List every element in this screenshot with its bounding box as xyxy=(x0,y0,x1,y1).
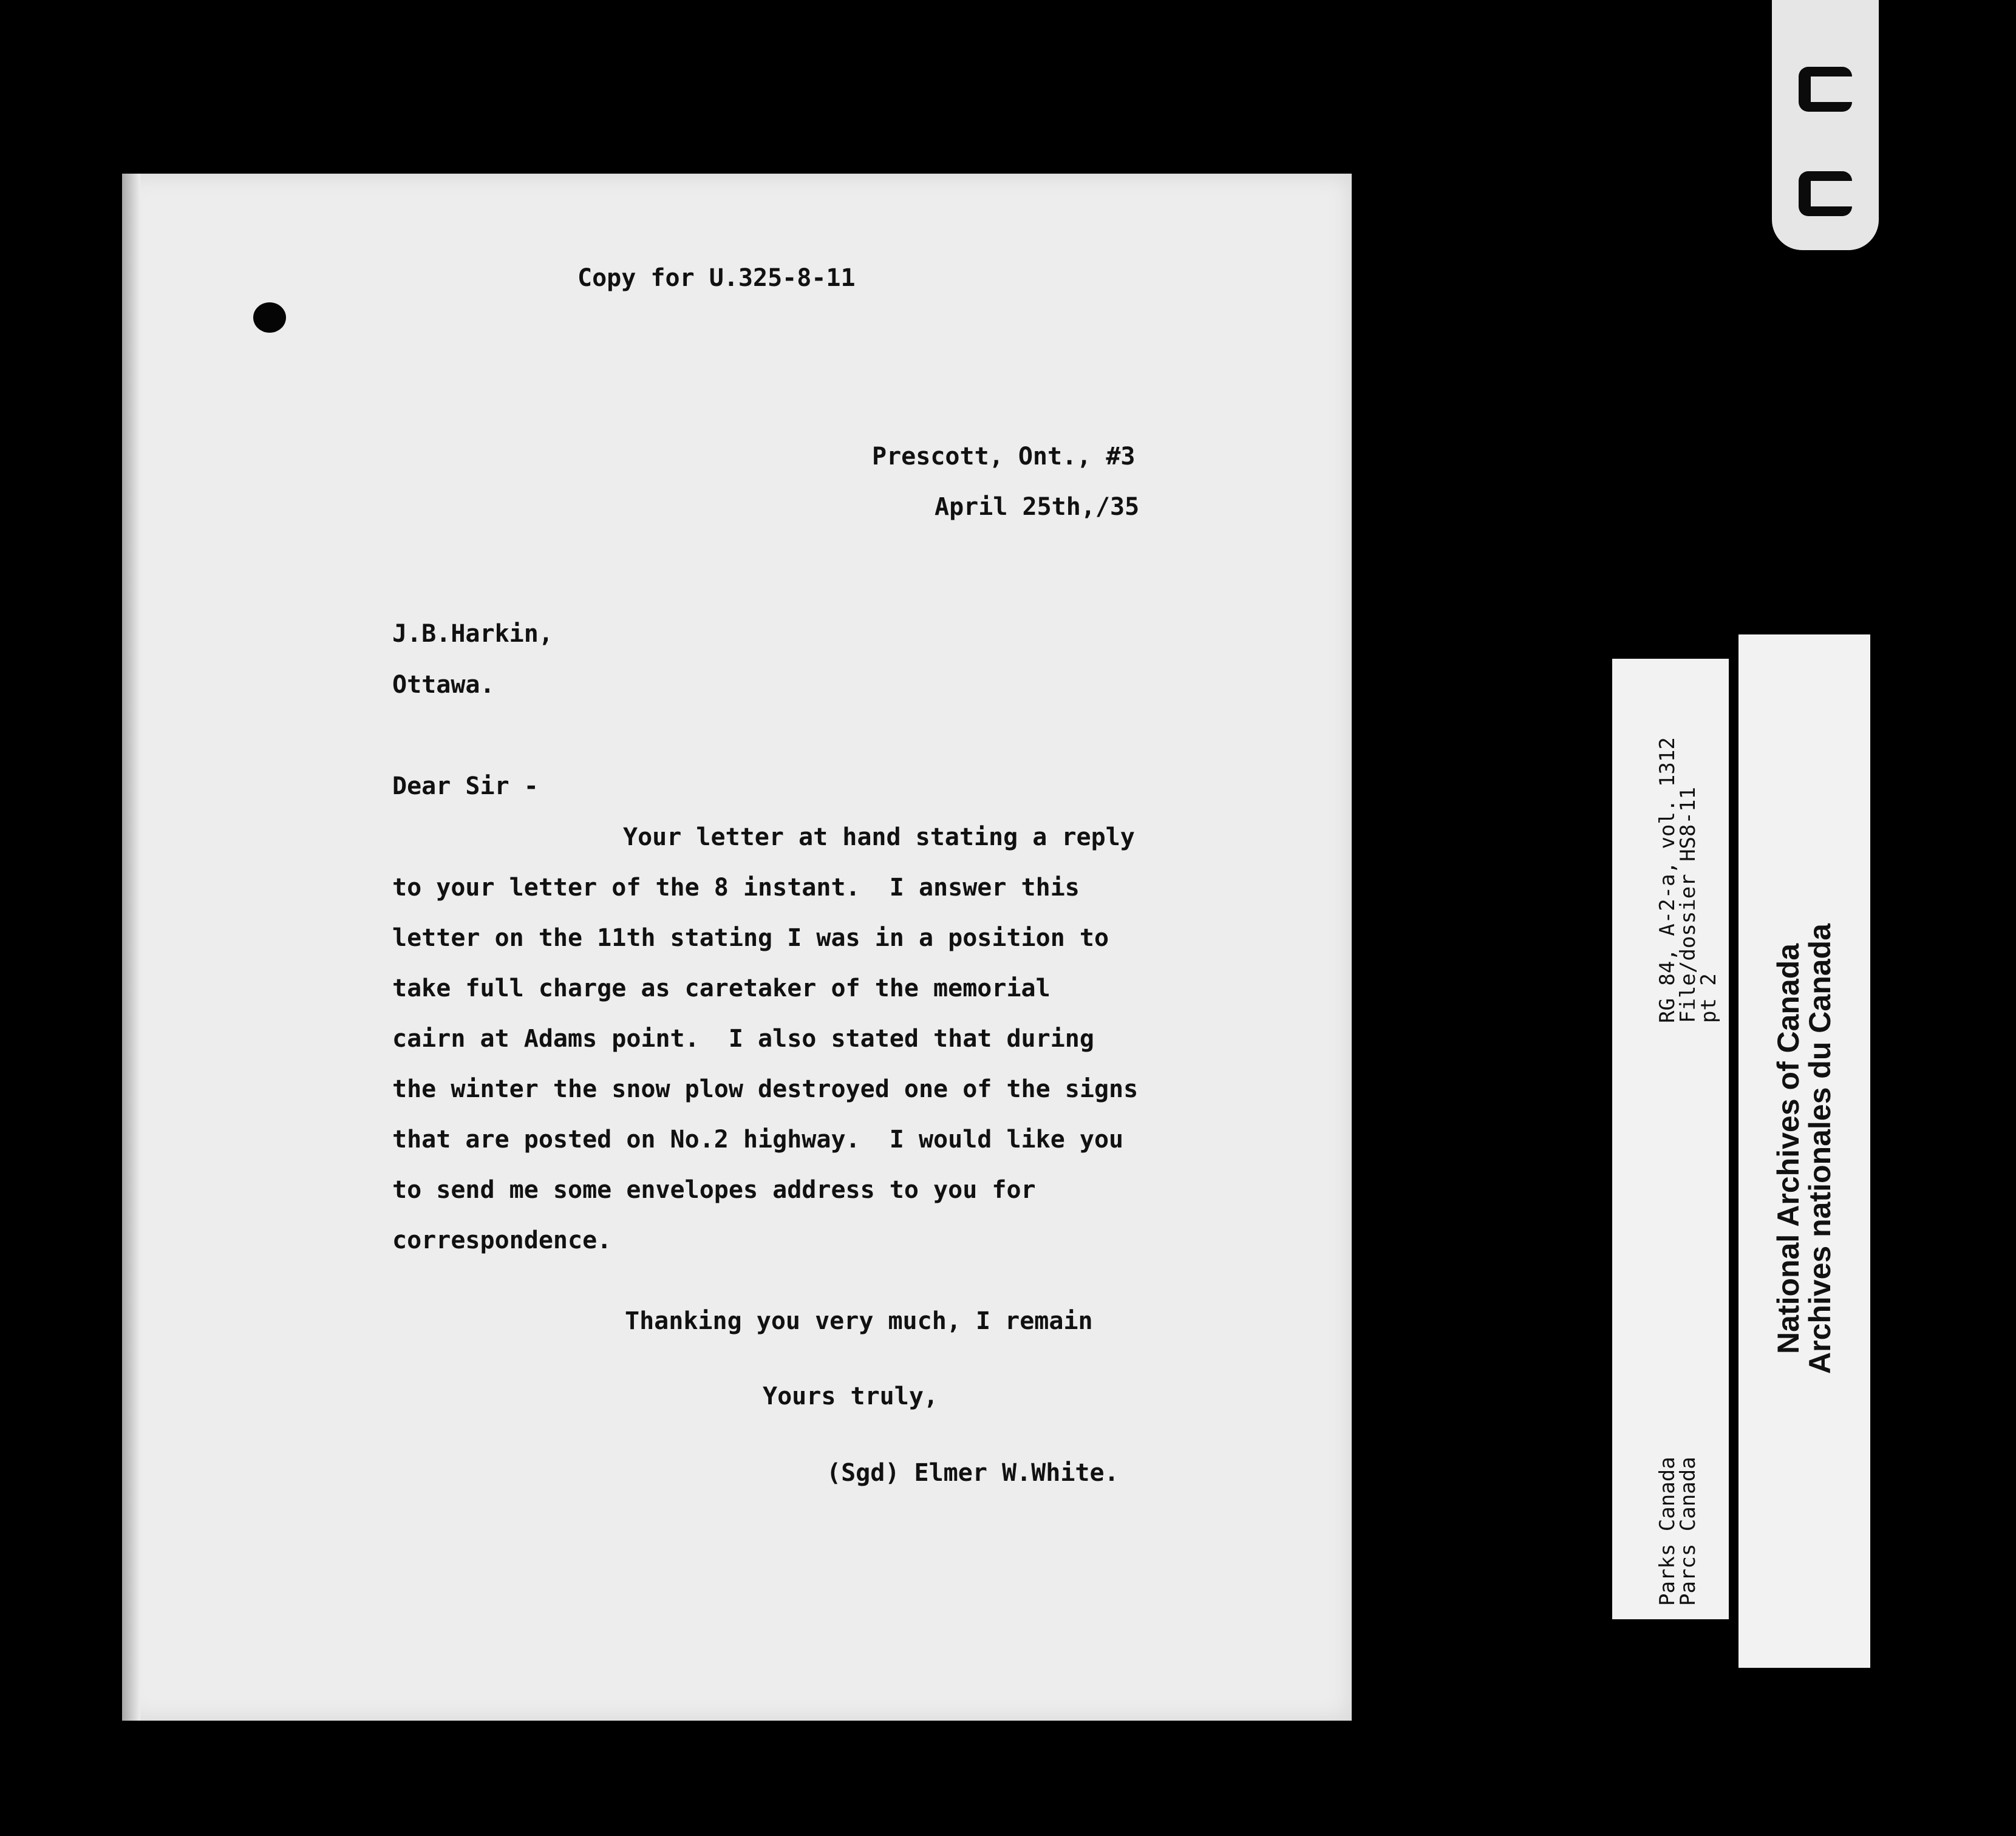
national-archives-label xyxy=(1738,634,1870,1668)
agency-line: Parcs Canada xyxy=(1676,1457,1700,1606)
film-edge-tab xyxy=(1772,0,1879,250)
letter-page xyxy=(122,174,1352,1721)
body-line: Your letter at hand stating a reply xyxy=(623,823,1135,851)
body-line: to send me some envelopes address to you for xyxy=(392,1176,1036,1204)
reference-line: RG 84, A-2-a, vol. 1312 xyxy=(1655,737,1680,1023)
body-line: correspondence. xyxy=(392,1226,612,1254)
addressee-city: Ottawa. xyxy=(392,671,495,699)
archives-name-french: Archives nationales du Canada xyxy=(1803,923,1837,1374)
copy-reference: Copy for U.325-8-11 xyxy=(577,264,856,292)
film-code-mark-icon xyxy=(1799,67,1852,112)
archive-reference-label xyxy=(1612,659,1729,1619)
salutation: Dear Sir - xyxy=(392,772,539,800)
body-line: letter on the 11th stating I was in a position to xyxy=(392,924,1109,952)
signature-line: (Sgd) Elmer W.White. xyxy=(826,1459,1119,1487)
reference-line: pt 2 xyxy=(1697,973,1721,1023)
yours-truly: Yours truly, xyxy=(763,1382,938,1410)
body-line: that are posted on No.2 highway. I would like you xyxy=(392,1126,1124,1154)
film-code-mark-icon xyxy=(1799,171,1852,216)
letter-place: Prescott, Ont., #3 xyxy=(872,443,1136,471)
body-line: take full charge as caretaker of the memorial xyxy=(392,974,1051,1002)
agency-line: Parks Canada xyxy=(1655,1457,1680,1606)
body-line: the winter the snow plow destroyed one of the signs xyxy=(392,1075,1139,1103)
letter-date: April 25th,/35 xyxy=(935,493,1140,521)
body-line: to your letter of the 8 instant. I answer this xyxy=(392,874,1080,902)
hole-punch-mark xyxy=(253,302,286,333)
page-shadow-edge xyxy=(122,174,140,1721)
archives-name-english: National Archives of Canada xyxy=(1771,943,1805,1354)
body-line: cairn at Adams point. I also stated that during xyxy=(392,1025,1094,1053)
reference-line: File/dossier HS8-11 xyxy=(1676,787,1700,1023)
closing-line: Thanking you very much, I remain xyxy=(625,1307,1093,1335)
addressee-name: J.B.Harkin, xyxy=(392,620,553,648)
